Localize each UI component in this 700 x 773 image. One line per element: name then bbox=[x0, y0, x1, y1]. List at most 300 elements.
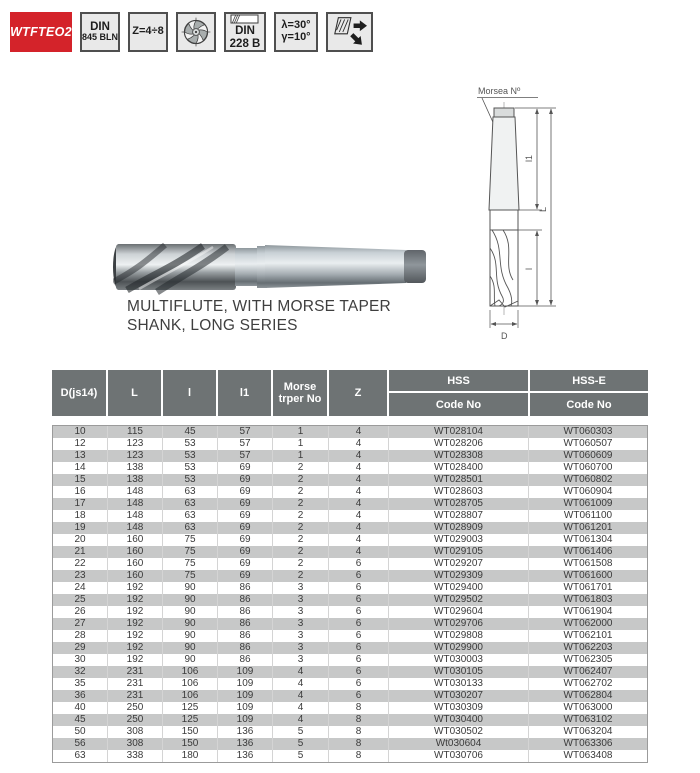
table-cell: 136 bbox=[218, 738, 273, 750]
table-cell: 6 bbox=[329, 558, 389, 570]
table-row bbox=[53, 426, 647, 438]
table-cell: WT028501 bbox=[389, 474, 529, 486]
table-cell: 75 bbox=[163, 534, 218, 546]
table-cell: 57 bbox=[218, 426, 273, 438]
table-row bbox=[53, 510, 647, 522]
table-cell: 5 bbox=[273, 738, 329, 750]
flute-count-badge bbox=[128, 12, 168, 52]
table-cell: 12 bbox=[53, 438, 108, 450]
table-cell: WT061304 bbox=[563, 534, 613, 545]
table-cell: 53 bbox=[163, 474, 218, 486]
col-header-morse-line2: trper No bbox=[278, 393, 322, 405]
table-cell: 4 bbox=[329, 522, 389, 534]
table-cell: 125 bbox=[163, 702, 218, 714]
table-cell: 8 bbox=[329, 738, 389, 750]
table-cell: 20 bbox=[53, 534, 108, 546]
table-cell: 5 bbox=[273, 726, 329, 738]
table-cell: WT063306 bbox=[563, 738, 613, 749]
table-cell: 106 bbox=[163, 678, 218, 690]
helix-angle-label: λ=30° bbox=[281, 19, 311, 32]
col-header-morse-line1: Morse bbox=[283, 381, 317, 393]
table-cell: 86 bbox=[218, 606, 273, 618]
table-cell: 109 bbox=[218, 678, 273, 690]
morse-number-label: Morsea Nº bbox=[478, 86, 521, 96]
table-row bbox=[53, 462, 647, 474]
table-cell: 10 bbox=[53, 426, 108, 438]
table-cell: 29 bbox=[53, 642, 108, 654]
table-cell: 3 bbox=[273, 594, 329, 606]
table-row bbox=[53, 522, 647, 534]
table-cell: WT061508 bbox=[563, 558, 613, 569]
table-cell: 3 bbox=[273, 606, 329, 618]
col-header-morse bbox=[273, 370, 329, 416]
table-cell: 86 bbox=[218, 630, 273, 642]
table-cell: 69 bbox=[218, 522, 273, 534]
spec-table-header bbox=[52, 370, 648, 416]
table-row bbox=[53, 570, 647, 582]
table-cell: 4 bbox=[329, 510, 389, 522]
din-845-badge bbox=[80, 12, 120, 52]
table-cell: 109 bbox=[218, 690, 273, 702]
table-cell: 53 bbox=[163, 450, 218, 462]
table-row bbox=[53, 486, 647, 498]
table-cell: 160 bbox=[108, 546, 163, 558]
dim-L-label: L bbox=[538, 206, 548, 212]
table-cell: 231 bbox=[108, 678, 163, 690]
table-cell: 2 bbox=[273, 522, 329, 534]
table-cell: 4 bbox=[273, 690, 329, 702]
table-row bbox=[53, 738, 647, 750]
table-cell: WT029400 bbox=[389, 582, 529, 594]
table-cell: 63 bbox=[53, 750, 108, 762]
table-row bbox=[53, 474, 647, 486]
dim-D-label: D bbox=[501, 331, 508, 341]
table-cell: WT029808 bbox=[389, 630, 529, 642]
table-cell: 69 bbox=[218, 486, 273, 498]
table-cell: WT028807 bbox=[389, 510, 529, 522]
table-cell: 90 bbox=[163, 654, 218, 666]
table-cell: WT028308 bbox=[389, 450, 529, 462]
table-row bbox=[53, 678, 647, 690]
table-cell: 231 bbox=[108, 666, 163, 678]
table-row bbox=[53, 546, 647, 558]
col-header-d: D(js14) bbox=[52, 370, 108, 416]
table-cell: 22 bbox=[53, 558, 108, 570]
col-header-L: L bbox=[108, 370, 163, 416]
end-mill-cross-section-icon bbox=[180, 16, 212, 48]
table-cell: 19 bbox=[53, 522, 108, 534]
table-cell: WT060802 bbox=[563, 474, 613, 485]
table-cell: WT030003 bbox=[389, 654, 529, 666]
table-cell: 86 bbox=[218, 654, 273, 666]
table-cell: WT062101 bbox=[563, 630, 613, 641]
table-cell: 4 bbox=[329, 534, 389, 546]
flute-count-label: Z=4÷8 bbox=[132, 25, 164, 38]
table-cell: 35 bbox=[53, 678, 108, 690]
table-cell: 2 bbox=[273, 486, 329, 498]
table-row bbox=[53, 666, 647, 678]
col-header-hss bbox=[389, 370, 530, 416]
table-cell: 69 bbox=[218, 462, 273, 474]
table-cell: 63 bbox=[163, 498, 218, 510]
table-cell: 2 bbox=[273, 534, 329, 546]
table-cell: 90 bbox=[163, 642, 218, 654]
table-cell: WT030706 bbox=[389, 750, 529, 762]
table-cell: 3 bbox=[273, 582, 329, 594]
caption-line-1: MULTIFLUTE, WITH MORSE TAPER bbox=[127, 298, 391, 315]
table-cell: WT061904 bbox=[563, 606, 613, 617]
table-cell: 75 bbox=[163, 570, 218, 582]
table-cell: 2 bbox=[273, 570, 329, 582]
table-cell: 2 bbox=[273, 498, 329, 510]
table-cell: 192 bbox=[108, 618, 163, 630]
table-cell: 6 bbox=[329, 642, 389, 654]
table-cell: WT061201 bbox=[563, 522, 613, 533]
table-cell: 69 bbox=[218, 558, 273, 570]
spec-table bbox=[52, 370, 648, 763]
table-cell: 4 bbox=[329, 474, 389, 486]
table-cell: 36 bbox=[53, 690, 108, 702]
table-cell: WT063000 bbox=[563, 702, 613, 713]
table-cell: 6 bbox=[329, 678, 389, 690]
table-cell: 23 bbox=[53, 570, 108, 582]
product-photo bbox=[113, 238, 433, 303]
table-cell: 3 bbox=[273, 630, 329, 642]
table-row bbox=[53, 534, 647, 546]
table-cell: WT029309 bbox=[389, 570, 529, 582]
table-cell: WT060303 bbox=[563, 426, 613, 437]
drawing-taper bbox=[489, 117, 519, 210]
table-cell: 69 bbox=[218, 570, 273, 582]
table-cell: 6 bbox=[329, 594, 389, 606]
table-cell: WT030133 bbox=[389, 678, 529, 690]
table-cell: 5 bbox=[273, 750, 329, 762]
table-cell: WT062702 bbox=[563, 678, 613, 689]
table-cell: 115 bbox=[108, 426, 163, 438]
table-cell: 4 bbox=[273, 678, 329, 690]
table-cell: WT060904 bbox=[563, 486, 613, 497]
table-cell: 6 bbox=[329, 654, 389, 666]
table-cell: 4 bbox=[329, 486, 389, 498]
header-badge-strip bbox=[10, 12, 373, 52]
table-cell: 90 bbox=[163, 594, 218, 606]
table-cell: 138 bbox=[108, 474, 163, 486]
table-cell: 63 bbox=[163, 486, 218, 498]
table-cell: WT061803 bbox=[563, 594, 613, 605]
table-cell: 15 bbox=[53, 474, 108, 486]
table-cell: 86 bbox=[218, 618, 273, 630]
dim-l-label: l bbox=[524, 268, 534, 270]
table-cell: 21 bbox=[53, 546, 108, 558]
table-cell: 106 bbox=[163, 666, 218, 678]
table-cell: 160 bbox=[108, 570, 163, 582]
spec-table-body bbox=[52, 425, 648, 763]
table-cell: 86 bbox=[218, 642, 273, 654]
table-row bbox=[53, 750, 647, 762]
table-cell: WT030105 bbox=[389, 666, 529, 678]
table-cell: WT028705 bbox=[389, 498, 529, 510]
table-cell: WT061009 bbox=[563, 498, 613, 509]
table-cell: 2 bbox=[273, 558, 329, 570]
table-cell: WT030502 bbox=[389, 726, 529, 738]
table-cell: 3 bbox=[273, 642, 329, 654]
table-row bbox=[53, 642, 647, 654]
table-cell: 148 bbox=[108, 522, 163, 534]
table-cell: 160 bbox=[108, 558, 163, 570]
table-cell: 18 bbox=[53, 510, 108, 522]
product-code-badge bbox=[10, 12, 72, 52]
table-cell: 160 bbox=[108, 534, 163, 546]
table-cell: 40 bbox=[53, 702, 108, 714]
table-row bbox=[53, 714, 647, 726]
table-cell: 6 bbox=[329, 666, 389, 678]
din-845-line1: DIN bbox=[90, 21, 110, 34]
table-cell: 1 bbox=[273, 438, 329, 450]
table-cell: 231 bbox=[108, 690, 163, 702]
table-row bbox=[53, 438, 647, 450]
table-cell: 57 bbox=[218, 438, 273, 450]
drawing-tang bbox=[494, 108, 514, 117]
table-cell: WT030309 bbox=[389, 702, 529, 714]
table-cell: 1 bbox=[273, 426, 329, 438]
table-cell: 69 bbox=[218, 546, 273, 558]
table-cell: WT061600 bbox=[563, 570, 613, 581]
table-cell: 136 bbox=[218, 750, 273, 762]
table-cell: WT061701 bbox=[563, 582, 613, 593]
table-cell: WT028909 bbox=[389, 522, 529, 534]
table-cell: 57 bbox=[218, 450, 273, 462]
table-row bbox=[53, 594, 647, 606]
table-cell: WT063102 bbox=[563, 714, 613, 725]
dimension-drawing bbox=[445, 78, 675, 348]
table-cell: 45 bbox=[163, 426, 218, 438]
table-cell: WT029003 bbox=[389, 534, 529, 546]
table-cell: WT030207 bbox=[389, 690, 529, 702]
table-cell: 8 bbox=[329, 726, 389, 738]
table-cell: 26 bbox=[53, 606, 108, 618]
table-cell: 6 bbox=[329, 630, 389, 642]
table-cell: 109 bbox=[218, 702, 273, 714]
table-cell: WT030400 bbox=[389, 714, 529, 726]
table-cell: 28 bbox=[53, 630, 108, 642]
din-228b-badge bbox=[224, 12, 266, 52]
table-cell: 8 bbox=[329, 702, 389, 714]
hss-e-code-no-label: Code No bbox=[566, 398, 612, 411]
table-cell: WT062305 bbox=[563, 654, 613, 665]
table-cell: 6 bbox=[329, 582, 389, 594]
machining-direction-badge bbox=[326, 12, 373, 52]
table-cell: 86 bbox=[218, 582, 273, 594]
table-cell: 1 bbox=[273, 450, 329, 462]
morse-taper-shank-icon bbox=[230, 14, 260, 24]
table-cell: WT028400 bbox=[389, 462, 529, 474]
table-cell: 150 bbox=[163, 726, 218, 738]
table-cell: WT029604 bbox=[389, 606, 529, 618]
table-cell: 192 bbox=[108, 606, 163, 618]
table-cell: WT029900 bbox=[389, 642, 529, 654]
col-header-z: Z bbox=[329, 370, 389, 416]
table-cell: WT028206 bbox=[389, 438, 529, 450]
table-cell: 123 bbox=[108, 438, 163, 450]
table-cell: 192 bbox=[108, 594, 163, 606]
table-cell: 90 bbox=[163, 630, 218, 642]
table-cell: 63 bbox=[163, 510, 218, 522]
table-cell: 180 bbox=[163, 750, 218, 762]
caption-line-2: SHANK, LONG SERIES bbox=[127, 317, 298, 334]
table-cell: 86 bbox=[218, 594, 273, 606]
table-cell: WT060609 bbox=[563, 450, 613, 461]
table-cell: WT029706 bbox=[389, 618, 529, 630]
table-cell: 3 bbox=[273, 654, 329, 666]
table-cell: WT028104 bbox=[389, 426, 529, 438]
table-cell: 148 bbox=[108, 486, 163, 498]
table-cell: 90 bbox=[163, 618, 218, 630]
table-row bbox=[53, 702, 647, 714]
cross-section-badge bbox=[176, 12, 216, 52]
table-row bbox=[53, 630, 647, 642]
table-cell: 2 bbox=[273, 546, 329, 558]
col-header-hss-e bbox=[530, 370, 648, 416]
table-cell: 27 bbox=[53, 618, 108, 630]
angles-badge bbox=[274, 12, 318, 52]
table-cell: WT062407 bbox=[563, 666, 613, 677]
table-cell: WT062000 bbox=[563, 618, 613, 629]
table-cell: 4 bbox=[329, 438, 389, 450]
table-cell: 4 bbox=[329, 462, 389, 474]
table-cell: 8 bbox=[329, 750, 389, 762]
table-cell: 13 bbox=[53, 450, 108, 462]
table-cell: WT062804 bbox=[563, 690, 613, 701]
table-cell: 2 bbox=[273, 462, 329, 474]
table-cell: 192 bbox=[108, 654, 163, 666]
table-cell: 24 bbox=[53, 582, 108, 594]
table-row bbox=[53, 558, 647, 570]
table-cell: 32 bbox=[53, 666, 108, 678]
table-cell: 6 bbox=[329, 606, 389, 618]
table-row bbox=[53, 726, 647, 738]
table-cell: 8 bbox=[329, 714, 389, 726]
table-cell: 4 bbox=[273, 714, 329, 726]
drawing-neck bbox=[490, 210, 518, 230]
table-cell: 4 bbox=[329, 546, 389, 558]
hatched-surface-with-arrows-icon bbox=[332, 15, 368, 49]
table-cell: 25 bbox=[53, 594, 108, 606]
table-cell: 148 bbox=[108, 498, 163, 510]
col-header-l1: l1 bbox=[218, 370, 273, 416]
table-cell: 109 bbox=[218, 714, 273, 726]
dim-l1-label: l1 bbox=[524, 154, 534, 162]
table-row bbox=[53, 450, 647, 462]
table-cell: 90 bbox=[163, 606, 218, 618]
table-cell: 75 bbox=[163, 546, 218, 558]
table-cell: 4 bbox=[329, 450, 389, 462]
table-row bbox=[53, 498, 647, 510]
col-header-l: l bbox=[163, 370, 218, 416]
table-cell: 17 bbox=[53, 498, 108, 510]
table-cell: 109 bbox=[218, 666, 273, 678]
table-cell: 3 bbox=[273, 618, 329, 630]
table-cell: 148 bbox=[108, 510, 163, 522]
table-cell: 2 bbox=[273, 474, 329, 486]
table-cell: 192 bbox=[108, 582, 163, 594]
table-cell: 6 bbox=[329, 570, 389, 582]
table-cell: WT061100 bbox=[563, 510, 613, 521]
table-cell: 4 bbox=[273, 702, 329, 714]
table-cell: WT060700 bbox=[563, 462, 613, 473]
hss-code-no-label: Code No bbox=[435, 398, 482, 411]
table-cell: 138 bbox=[108, 462, 163, 474]
table-cell: 338 bbox=[108, 750, 163, 762]
table-cell: WT029105 bbox=[389, 546, 529, 558]
table-cell: 56 bbox=[53, 738, 108, 750]
table-cell: WT029502 bbox=[389, 594, 529, 606]
table-cell: 192 bbox=[108, 630, 163, 642]
table-cell: 125 bbox=[163, 714, 218, 726]
table-cell: 6 bbox=[329, 690, 389, 702]
table-cell: 75 bbox=[163, 558, 218, 570]
table-cell: WT028603 bbox=[389, 486, 529, 498]
table-cell: 136 bbox=[218, 726, 273, 738]
hss-e-group-label: HSS-E bbox=[572, 374, 606, 387]
table-cell: 69 bbox=[218, 474, 273, 486]
table-cell: 308 bbox=[108, 738, 163, 750]
table-cell: 90 bbox=[163, 582, 218, 594]
din-228b-line1: DIN bbox=[235, 25, 255, 38]
table-cell: 106 bbox=[163, 690, 218, 702]
product-caption bbox=[127, 297, 391, 335]
table-cell: 14 bbox=[53, 462, 108, 474]
table-row bbox=[53, 606, 647, 618]
drawing-flutes bbox=[490, 230, 518, 307]
table-cell: Wt030604 bbox=[389, 738, 529, 750]
table-cell: 4 bbox=[329, 498, 389, 510]
table-cell: 69 bbox=[218, 534, 273, 546]
rake-angle-label: γ=10° bbox=[281, 31, 311, 43]
hss-group-label: HSS bbox=[447, 374, 470, 387]
table-cell: 50 bbox=[53, 726, 108, 738]
table-row bbox=[53, 618, 647, 630]
table-cell: 63 bbox=[163, 522, 218, 534]
table-cell: 308 bbox=[108, 726, 163, 738]
table-cell: 16 bbox=[53, 486, 108, 498]
table-cell: 6 bbox=[329, 618, 389, 630]
table-cell: 69 bbox=[218, 510, 273, 522]
din-845-line2: 845 BLN bbox=[82, 32, 119, 43]
table-cell: 4 bbox=[273, 666, 329, 678]
din-228b-line2: 228 B bbox=[229, 37, 261, 50]
table-cell: WT060507 bbox=[563, 438, 613, 449]
technical-drawing bbox=[445, 78, 675, 353]
product-code-label: WTFTEO2 bbox=[10, 25, 72, 39]
table-row bbox=[53, 654, 647, 666]
table-cell: 123 bbox=[108, 450, 163, 462]
table-cell: WT063204 bbox=[563, 726, 613, 737]
end-mill-photo-illustration bbox=[113, 238, 433, 298]
table-cell: 250 bbox=[108, 702, 163, 714]
table-cell: 53 bbox=[163, 438, 218, 450]
table-cell: 250 bbox=[108, 714, 163, 726]
table-cell: WT029207 bbox=[389, 558, 529, 570]
table-row bbox=[53, 582, 647, 594]
table-cell: 69 bbox=[218, 498, 273, 510]
table-cell: 2 bbox=[273, 510, 329, 522]
table-cell: WT063408 bbox=[563, 750, 613, 761]
table-cell: 150 bbox=[163, 738, 218, 750]
table-cell: 192 bbox=[108, 642, 163, 654]
table-row bbox=[53, 690, 647, 702]
table-cell: 30 bbox=[53, 654, 108, 666]
table-cell: 45 bbox=[53, 714, 108, 726]
